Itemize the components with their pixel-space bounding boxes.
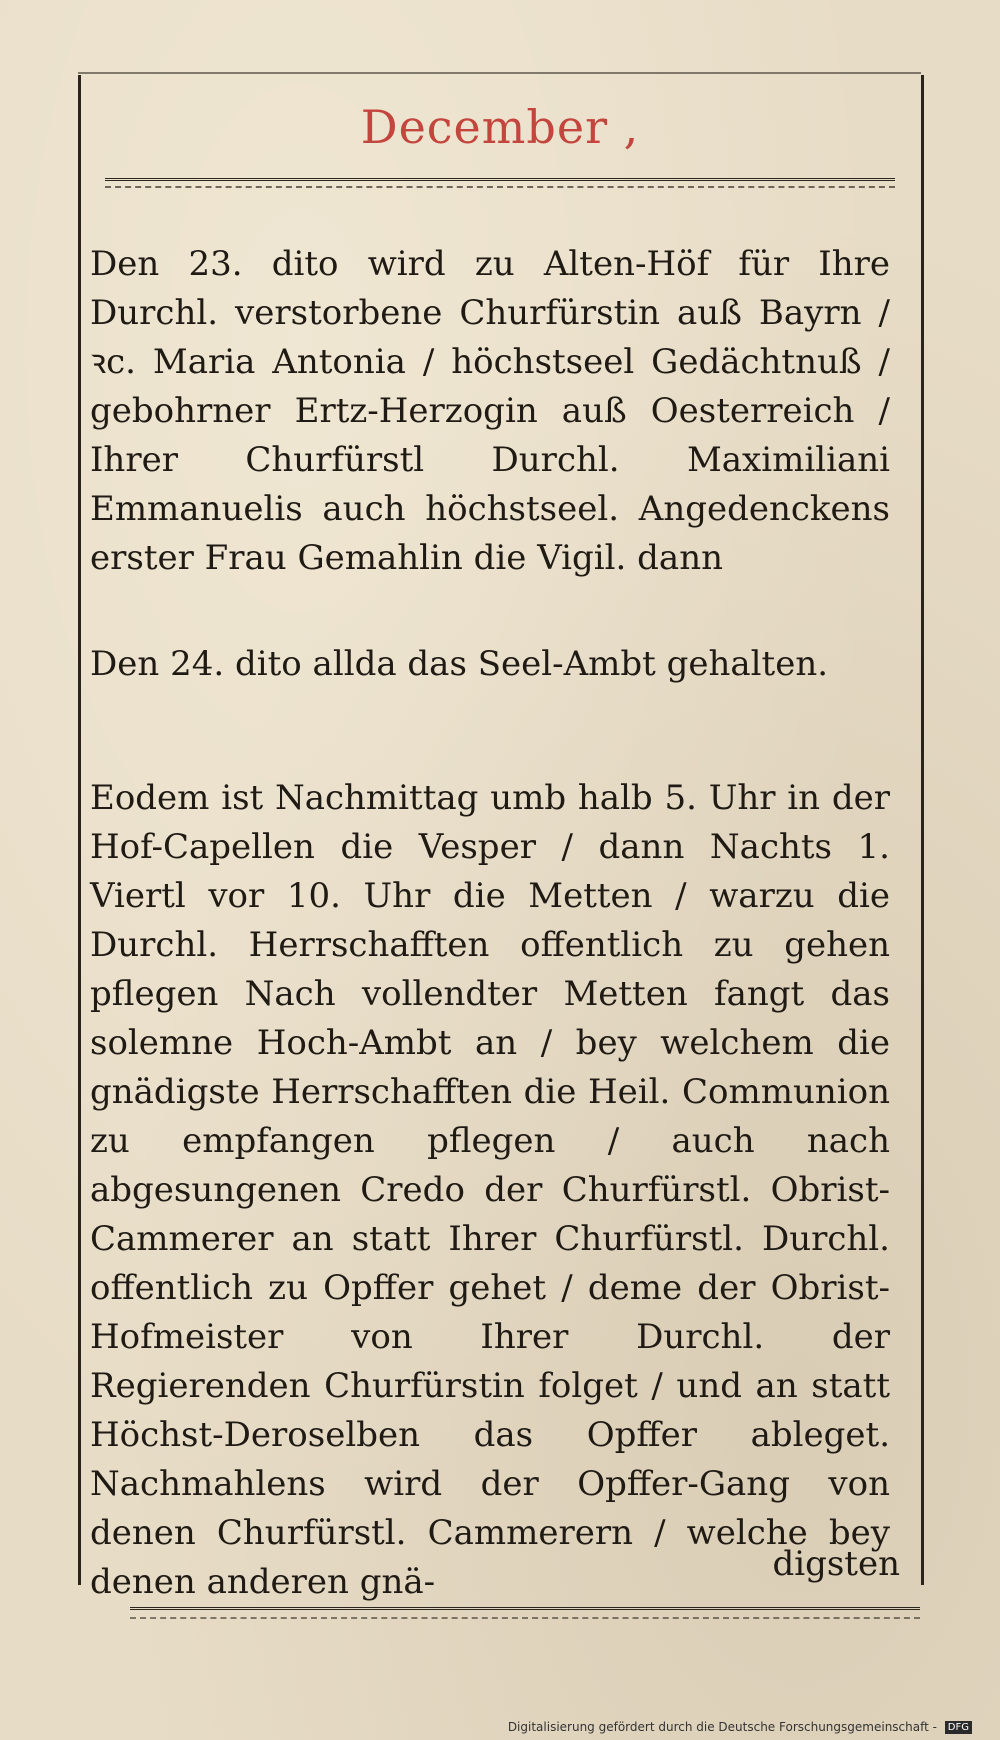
catchword: digsten	[772, 1544, 900, 1584]
footer-rule-secondary	[130, 1617, 920, 1619]
header-rule-secondary	[105, 186, 895, 188]
footer-rule	[130, 1607, 920, 1610]
paragraph-2: Den 24. dito allda das Seel-Ambt gehalten.	[90, 644, 829, 684]
credit-text: Digitalisierung gefördert durch die Deutsche Forschungsgemeinschaft -	[507, 1720, 937, 1734]
header-rule	[105, 178, 895, 181]
frame-top-line	[78, 72, 921, 74]
dfg-logo: DFG	[945, 1721, 972, 1734]
digitization-credit	[508, 1720, 972, 1734]
paragraph-1: Den 23. dito wird zu Alten-Höf für Ihre Durchl. verstorbene Churfürstin auß Bayrn / ꝛc. Maria Antonia / höchstseel Gedächtnuß / gebohrner Ertz-Herzogin auß Oesterreich / Ihrer Churfürstl Durchl. Maximiliani Emmanuelis auch höchstseel. Angedenckens erster Frau Gemahlin die Vigil. dann	[90, 244, 890, 578]
page-header-month: December ,	[360, 100, 640, 154]
paragraph-3: Eodem ist Nachmittag umb halb 5. Uhr in der Hof-Capellen die Vesper / dann Nachts 1. Viertl vor 10. Uhr die Metten / warzu die Durchl. Herrschafften offentlich zu gehen pflegen Nach vollendter Metten fangt das solemne Hoch-Ambt an / bey welchem die gnädigste Herrschafften die Heil. Communion zu empfangen pflegen / auch nach abgesungenen Credo der Churfürstl. Obrist-Cammerer an statt Ihrer Churfürstl. Durchl. offentlich zu Opffer gehet / deme der Obrist-Hofmeister von Ihrer Durchl. der Regierenden Churfürstin folget / und an statt Höchst-Deroselben das Opffer ableget. Nachmahlens wird der Opffer-Gang von denen Churfürstl. Cammerern / welche bey denen anderen gnä-	[90, 778, 890, 1602]
